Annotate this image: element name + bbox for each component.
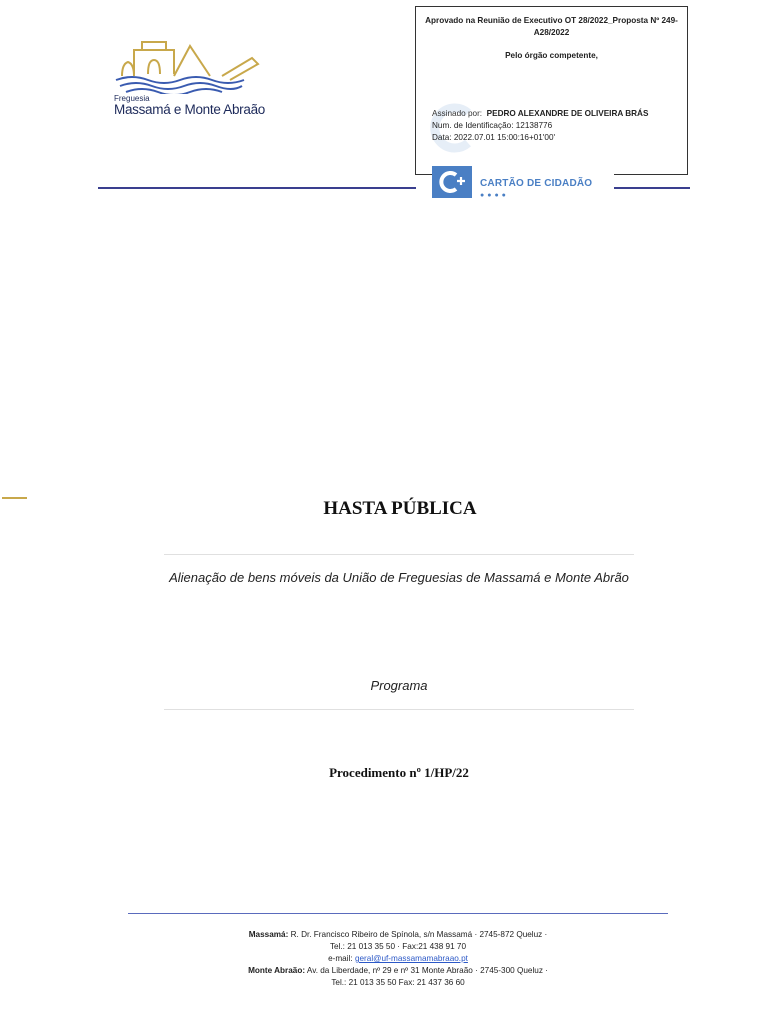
header-rule-left: [98, 187, 416, 189]
document-type: Programa: [370, 678, 428, 693]
competent-organ: Pelo órgão competente,: [505, 51, 598, 60]
logo-name: Massamá e Monte Abraão: [114, 102, 265, 117]
document-title: HASTA PÚBLICA: [323, 498, 477, 519]
massama-phone: Tel.: 21 013 35 50 · Fax:21 438 91 70: [329, 942, 467, 951]
citizen-card-dots: ●●●●: [480, 192, 509, 199]
massama-label: Massamá:: [248, 930, 289, 939]
monte-address: Av. da Liberdade, nº 29 e nº 31 Monte Abraão · 2745-300 Queluz ·: [306, 966, 548, 975]
footer-massama-line: [128, 929, 668, 941]
procedure-number: Procedimento nº 1/HP/22: [329, 765, 469, 780]
signer-name: PEDRO ALEXANDRE DE OLIVEIRA BRÁS: [486, 109, 649, 118]
id-number: Num. de Identificação: 12138776: [432, 121, 553, 130]
citizen-card-logo: [432, 166, 614, 200]
footer-rule: [128, 913, 668, 914]
parish-logo: [104, 36, 264, 122]
approval-note: Aprovado na Reunião de Executivo OT 28/2022_Proposta Nº 249-A28/2022: [425, 16, 678, 37]
signed-by-label: Assinado por:: [432, 109, 483, 118]
divider-bottom: [164, 709, 634, 710]
footer-monte-line: [128, 965, 668, 977]
document-subtitle: Alienação de bens móveis da União de Freguesias de Massamá e Monte Abrão: [169, 570, 629, 585]
signature-details: [432, 108, 682, 144]
email-label: e-mail:: [328, 954, 353, 963]
citizen-card-icon: [432, 166, 472, 198]
footer-contacts: [128, 929, 668, 989]
header-rule-right: [614, 187, 690, 189]
massama-address: R. Dr. Francisco Ribeiro de Spínola, s/n Massamá · 2745-872 Queluz ·: [290, 930, 548, 939]
signature-date: Data: 2022.07.01 15:00:16+01'00': [432, 133, 556, 142]
logo-subtitle: Freguesia: [114, 94, 150, 103]
monte-phone: Tel.: 21 013 35 50 Fax: 21 437 36 60: [331, 978, 465, 987]
digital-signature-box: [415, 6, 688, 175]
divider-top: [164, 554, 634, 555]
footer-email-line: [128, 953, 668, 965]
email-link[interactable]: geral@uf-massamamabraao.pt: [354, 954, 468, 963]
citizen-card-label: CARTÃO DE CIDADÃO: [480, 178, 593, 189]
monte-label: Monte Abraão:: [248, 966, 306, 975]
parish-emblem-icon: [112, 36, 262, 94]
